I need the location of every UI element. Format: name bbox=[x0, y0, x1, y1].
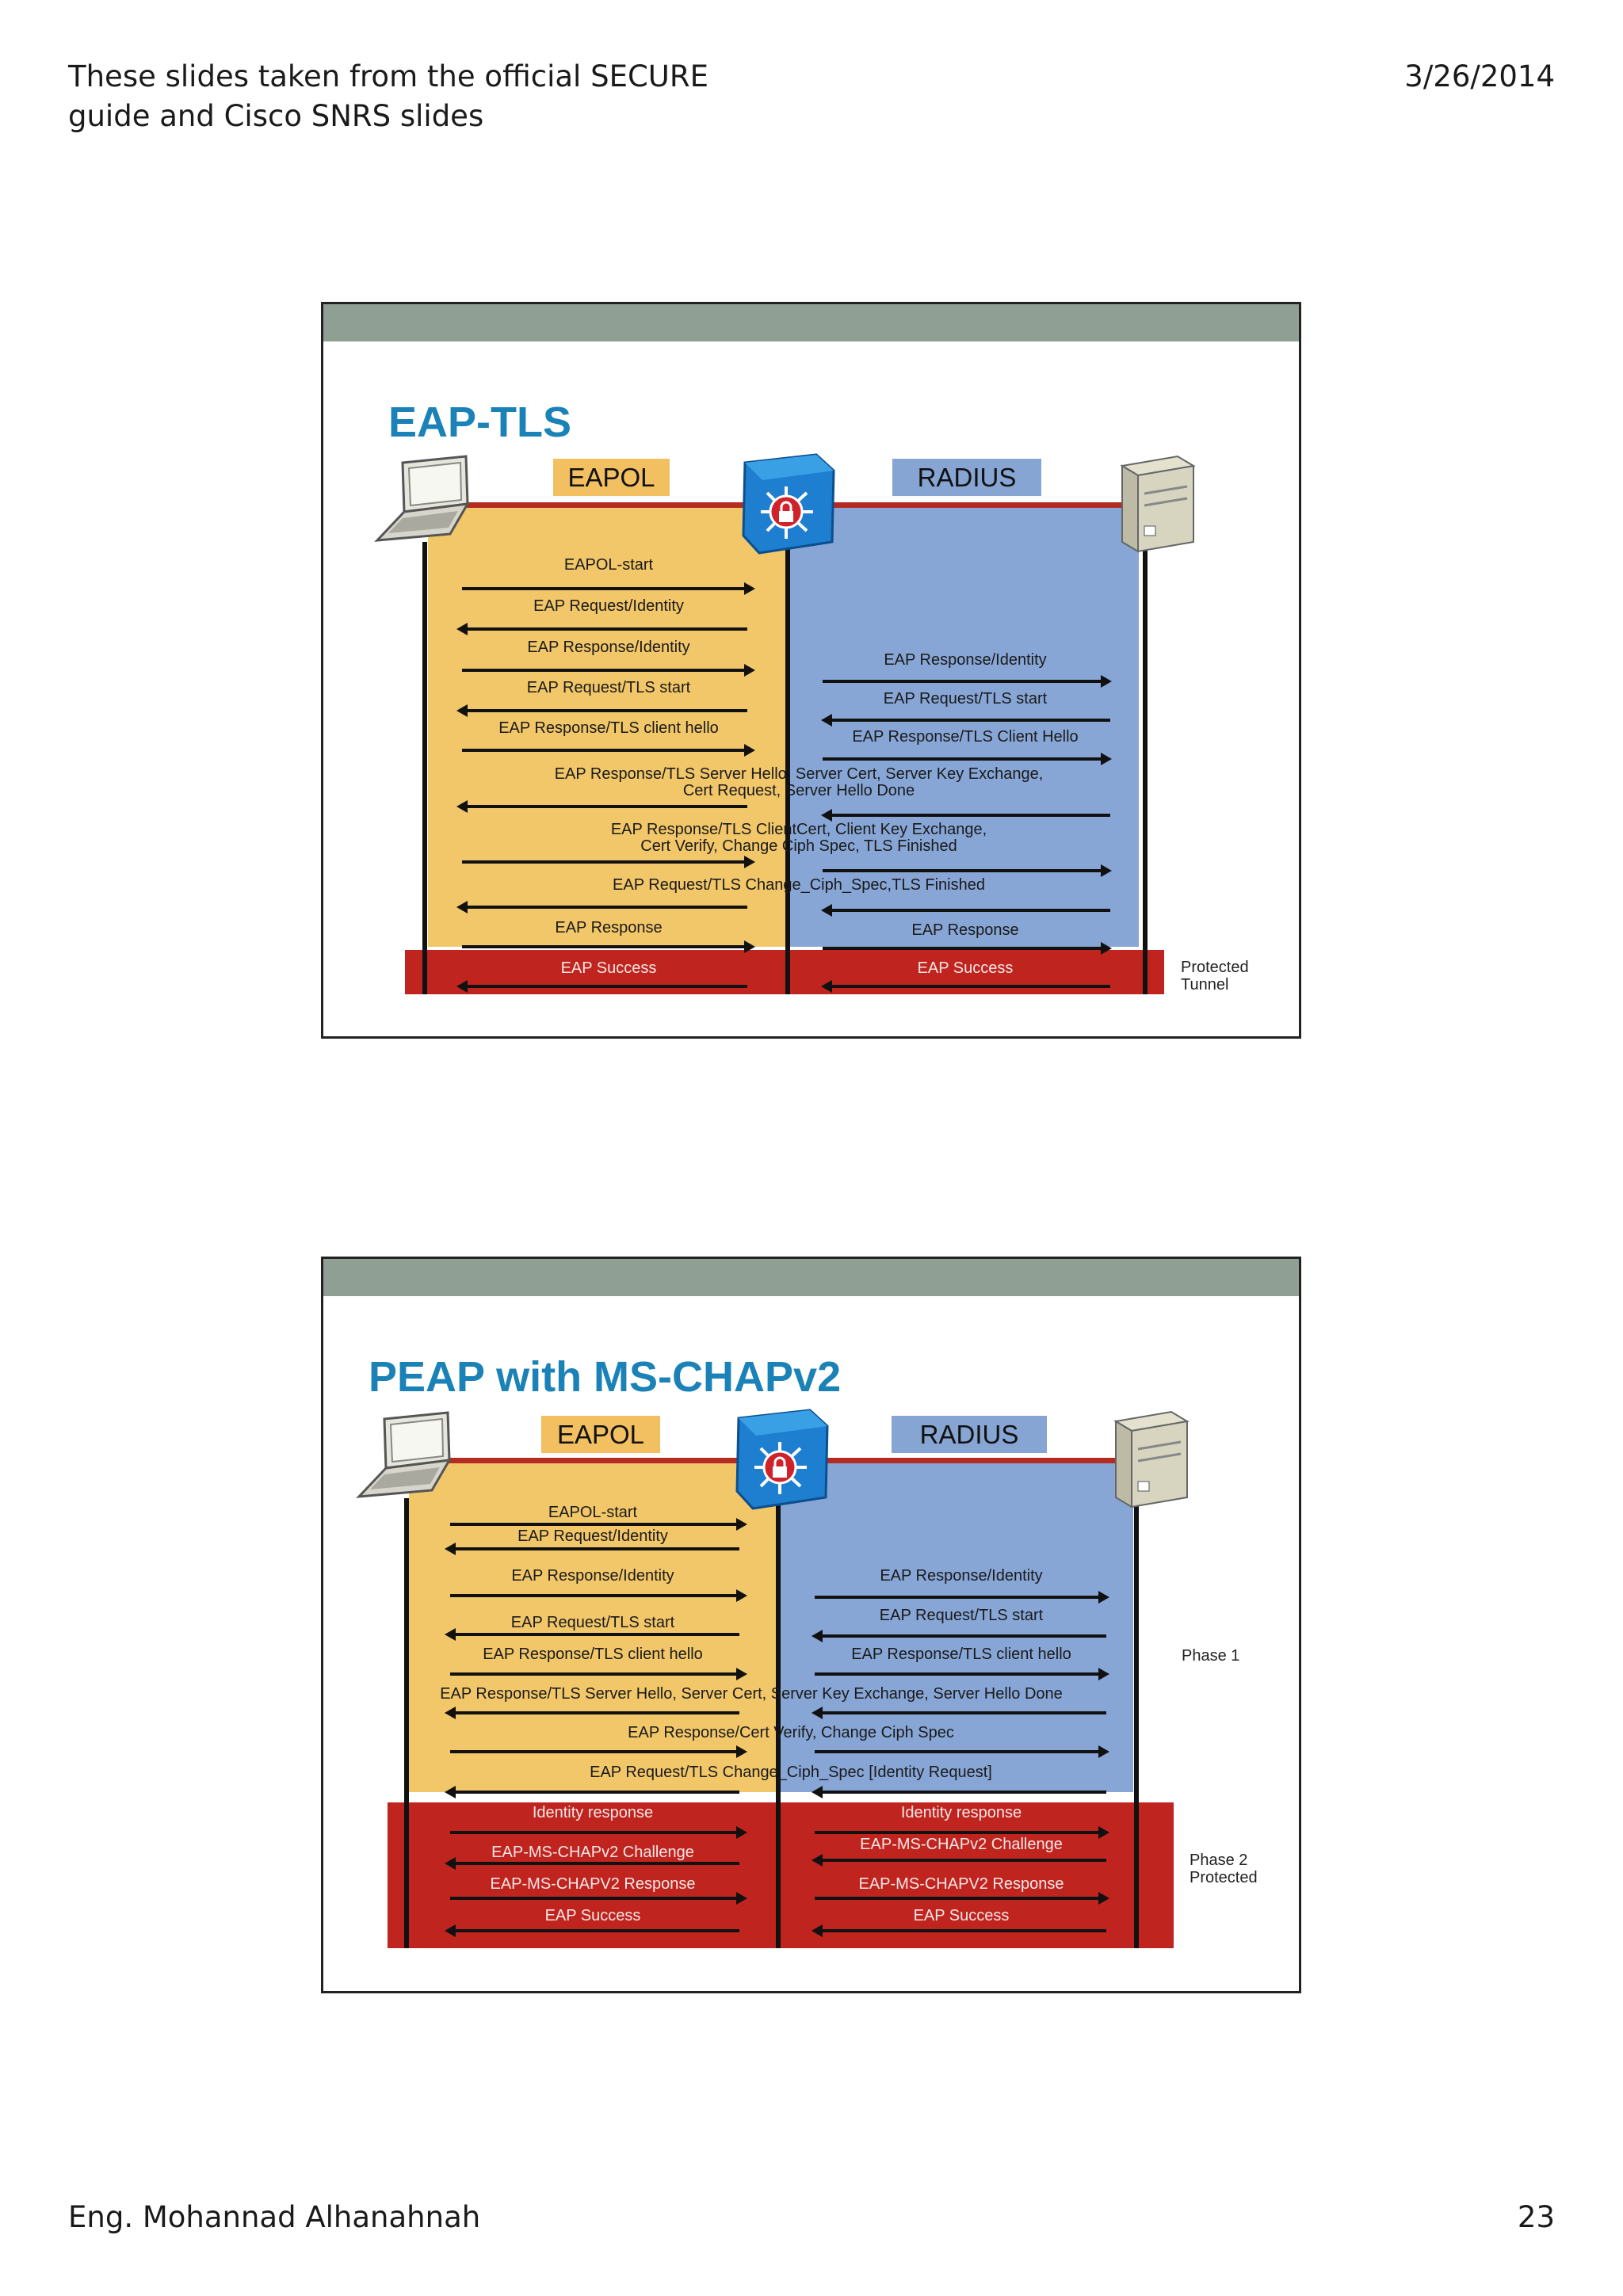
eapol-msg-6: EAP Response bbox=[555, 919, 663, 936]
eapol-label: EAPOL bbox=[541, 1416, 660, 1453]
slide-title: PEAP with MS-CHAPv2 bbox=[369, 1353, 842, 1401]
header-title-line2: guide and Cisco SNRS slides bbox=[68, 99, 484, 133]
eapol-msg-9: EAP Success bbox=[544, 1907, 641, 1924]
header-title-line1: These slides taken from the official SECURE bbox=[68, 59, 708, 93]
laptop-icon bbox=[371, 455, 490, 550]
arrow-right bbox=[823, 947, 1102, 950]
protected-label-line1: Protected bbox=[1181, 959, 1249, 976]
span-msg-2b: Cert Verify, Change Ciph Spec, TLS Finished bbox=[640, 837, 957, 855]
radius-label: RADIUS bbox=[892, 1416, 1047, 1453]
arrow-left bbox=[821, 1791, 1106, 1794]
arrow-right bbox=[823, 680, 1102, 683]
arrow-left bbox=[821, 1711, 1106, 1714]
phase2-label-line1: Phase 2 bbox=[1190, 1852, 1248, 1869]
protected-label-line2: Tunnel bbox=[1181, 976, 1229, 994]
eapol-msg-4: EAP Request/TLS start bbox=[526, 679, 691, 696]
eapol-msg-6: Identity response bbox=[532, 1804, 654, 1821]
eapol-msg-2: EAP Request/Identity bbox=[517, 1527, 668, 1545]
protected-tunnel-label bbox=[1181, 959, 1249, 994]
arrow-right bbox=[450, 1750, 738, 1753]
arrow-left bbox=[466, 627, 747, 631]
arrow-left bbox=[466, 906, 747, 909]
arrow-right bbox=[450, 1594, 738, 1597]
arrow-right bbox=[462, 669, 746, 672]
server-icon bbox=[1114, 450, 1201, 557]
radius-msg-6: EAP-MS-CHAPV2 Response bbox=[858, 1875, 1064, 1893]
arrow-right bbox=[462, 860, 746, 864]
span-msg-3: EAP Request/TLS Change_Ciph_Spec [Identity Request] bbox=[590, 1764, 992, 1781]
phase1-label: Phase 1 bbox=[1182, 1647, 1240, 1665]
arrow-left bbox=[454, 1862, 739, 1865]
eapol-msg-4: EAP Request/TLS start bbox=[510, 1614, 675, 1631]
eapol-msg-7: EAP-MS-CHAPv2 Challenge bbox=[491, 1844, 694, 1861]
arrow-left bbox=[466, 709, 747, 712]
eapol-msg-1: EAPOL-start bbox=[548, 1504, 638, 1521]
arrow-left bbox=[454, 1711, 739, 1714]
arrow-left bbox=[821, 1929, 1106, 1932]
slide-top-band bbox=[323, 304, 1299, 341]
eapol-msg-5: EAP Response/TLS client hello bbox=[483, 1646, 703, 1663]
arrow-right bbox=[823, 757, 1102, 761]
slide-title: EAP-TLS bbox=[388, 399, 572, 446]
arrow-right bbox=[462, 749, 746, 752]
eapol-msg-8: EAP-MS-CHAPV2 Response bbox=[490, 1875, 696, 1893]
eapol-msg-2: EAP Request/Identity bbox=[533, 597, 684, 615]
arrow-right bbox=[815, 1897, 1100, 1900]
radius-msg-7: EAP Success bbox=[913, 1907, 1010, 1924]
arrow-left bbox=[466, 985, 747, 988]
supplicant-lifeline bbox=[404, 1498, 409, 1948]
radius-msg-2: EAP Request/TLS start bbox=[883, 690, 1048, 707]
arrow-right bbox=[462, 587, 746, 590]
authenticator-lifeline bbox=[776, 1498, 781, 1948]
arrow-left bbox=[454, 1633, 739, 1636]
span-msg-1b: Cert Request, Server Hello Done bbox=[682, 782, 915, 799]
arrow-right bbox=[450, 1897, 738, 1900]
radius-msg-3: EAP Response/TLS Client Hello bbox=[852, 728, 1079, 746]
arrow-right bbox=[462, 945, 746, 948]
arrow-left bbox=[821, 1859, 1106, 1862]
footer-author: Eng. Mohannad Alhanahnah bbox=[68, 2200, 481, 2234]
radius-zone bbox=[781, 1463, 1133, 1792]
eapol-msg-5: EAP Response/TLS client hello bbox=[498, 719, 719, 737]
supplicant-lifeline bbox=[422, 542, 427, 994]
radius-msg-4: Identity response bbox=[900, 1804, 1022, 1821]
arrow-left bbox=[831, 909, 1110, 912]
arrow-right bbox=[815, 1750, 1100, 1753]
arrow-left bbox=[831, 719, 1110, 722]
eapol-msg-3: EAP Response/Identity bbox=[511, 1567, 674, 1585]
eapol-msg-1: EAPOL-start bbox=[563, 556, 654, 574]
span-msg-2: EAP Response/Cert Verify, Change Ciph Spec bbox=[628, 1724, 954, 1741]
header-date: 3/26/2014 bbox=[1404, 59, 1555, 93]
arrow-right bbox=[815, 1831, 1100, 1834]
span-msg-1a: EAP Response/TLS Server Hello, Server Cert, Server Key Exchange, bbox=[554, 765, 1044, 783]
phase2-label bbox=[1190, 1852, 1258, 1886]
eapol-msg-3: EAP Response/Identity bbox=[527, 639, 690, 656]
arrow-left bbox=[454, 1547, 739, 1550]
arrow-left bbox=[831, 985, 1110, 988]
radius-msg-2: EAP Request/TLS start bbox=[879, 1607, 1044, 1624]
slide-peap-mschapv2 bbox=[321, 1257, 1301, 1993]
eapol-msg-7: EAP Success bbox=[560, 959, 657, 977]
arrow-left bbox=[466, 805, 747, 808]
phase2-label-line2: Protected bbox=[1190, 1869, 1258, 1886]
eapol-label: EAPOL bbox=[553, 459, 670, 496]
arrow-right bbox=[815, 1672, 1100, 1676]
radius-msg-4: EAP Response bbox=[911, 921, 1019, 939]
switch-icon bbox=[737, 448, 840, 555]
span-msg-1: EAP Response/TLS Server Hello, Server Cert, Server Key Exchange, Server Hello Done bbox=[440, 1685, 1063, 1703]
arrow-right bbox=[450, 1523, 738, 1526]
arrow-left bbox=[831, 814, 1110, 817]
laptop-icon bbox=[353, 1411, 472, 1506]
server-lifeline bbox=[1134, 1498, 1139, 1948]
span-msg-3: EAP Request/TLS Change_Ciph_Spec,TLS Finished bbox=[613, 876, 985, 894]
arrow-left bbox=[821, 1634, 1106, 1638]
radius-label: RADIUS bbox=[892, 459, 1041, 496]
slide-top-band bbox=[323, 1259, 1299, 1296]
arrow-right bbox=[450, 1831, 738, 1834]
arrow-left bbox=[454, 1929, 739, 1932]
arrow-right bbox=[823, 869, 1102, 872]
span-msg-2a: EAP Response/TLS ClientCert, Client Key Exchange, bbox=[610, 821, 987, 838]
arrow-right bbox=[450, 1672, 738, 1676]
slide-eap-tls bbox=[321, 302, 1301, 1039]
radius-msg-3: EAP Response/TLS client hello bbox=[851, 1646, 1071, 1663]
server-icon bbox=[1108, 1405, 1195, 1512]
page-number: 23 bbox=[1517, 2200, 1555, 2234]
arrow-right bbox=[815, 1596, 1100, 1599]
switch-icon bbox=[731, 1404, 834, 1511]
radius-msg-1: EAP Response/Identity bbox=[884, 651, 1047, 669]
radius-msg-5: EAP Success bbox=[917, 959, 1014, 977]
server-lifeline bbox=[1143, 542, 1148, 994]
radius-msg-5: EAP-MS-CHAPv2 Challenge bbox=[860, 1836, 1063, 1853]
arrow-left bbox=[454, 1791, 739, 1794]
radius-msg-1: EAP Response/Identity bbox=[880, 1567, 1043, 1585]
header-title bbox=[68, 57, 708, 136]
